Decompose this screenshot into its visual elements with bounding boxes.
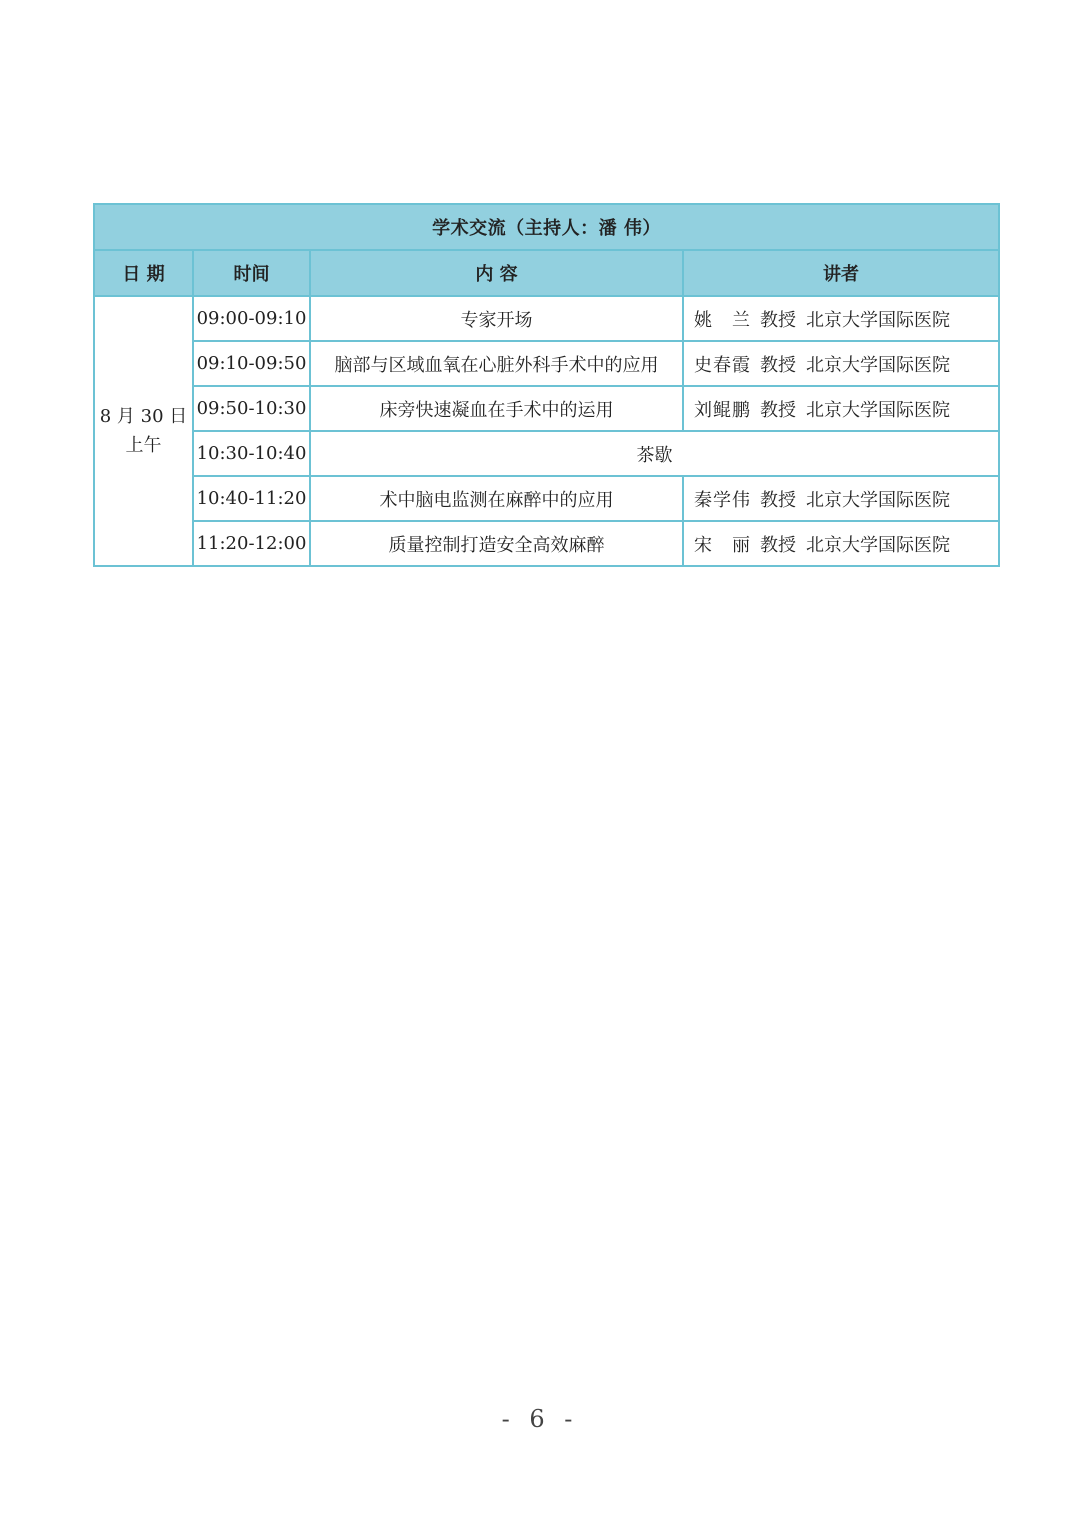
speaker-cell bbox=[683, 386, 999, 431]
table-title: 学术交流（主持人：潘 伟） bbox=[94, 204, 999, 250]
header-time: 时间 bbox=[193, 250, 310, 296]
speaker-title: 教授 bbox=[760, 399, 796, 421]
time-cell: 09:00-09:10 bbox=[193, 296, 310, 341]
speaker-cell bbox=[683, 296, 999, 341]
table-row bbox=[94, 386, 999, 431]
speaker-name: 史春霞 bbox=[694, 354, 750, 376]
date-period: 上午 bbox=[125, 435, 162, 456]
speaker-title: 教授 bbox=[760, 309, 796, 331]
speaker-hospital: 北京大学国际医院 bbox=[806, 534, 950, 556]
speaker-cell bbox=[683, 341, 999, 386]
content-cell: 术中脑电监测在麻醉中的应用 bbox=[310, 476, 683, 521]
speaker-title: 教授 bbox=[760, 354, 796, 376]
speaker-title: 教授 bbox=[760, 534, 796, 556]
content-cell: 床旁快速凝血在手术中的运用 bbox=[310, 386, 683, 431]
speaker-cell bbox=[683, 521, 999, 566]
speaker-hospital: 北京大学国际医院 bbox=[806, 399, 950, 421]
speaker-name: 姚兰 bbox=[694, 309, 750, 331]
header-content: 内 容 bbox=[310, 250, 683, 296]
table-row bbox=[94, 476, 999, 521]
time-cell: 09:10-09:50 bbox=[193, 341, 310, 386]
header-date: 日 期 bbox=[94, 250, 193, 296]
speaker-name: 宋丽 bbox=[694, 534, 750, 556]
page-number: - 6 - bbox=[501, 1405, 579, 1433]
table-header-row bbox=[94, 250, 999, 296]
time-cell: 11:20-12:00 bbox=[193, 521, 310, 566]
speaker-hospital: 北京大学国际医院 bbox=[806, 489, 950, 511]
content-cell: 脑部与区域血氧在心脏外科手术中的应用 bbox=[310, 341, 683, 386]
content-cell: 质量控制打造安全高效麻醉 bbox=[310, 521, 683, 566]
speaker-title: 教授 bbox=[760, 489, 796, 511]
speaker-name: 秦学伟 bbox=[694, 489, 750, 511]
table-row bbox=[94, 521, 999, 566]
time-cell: 10:30-10:40 bbox=[193, 431, 310, 476]
break-cell: 茶歇 bbox=[310, 431, 999, 476]
table-row bbox=[94, 296, 999, 341]
table-row bbox=[94, 431, 999, 476]
date-line: 8 月 30 日 bbox=[99, 406, 188, 427]
table-title-row bbox=[94, 204, 999, 250]
speaker-cell bbox=[683, 476, 999, 521]
schedule-table bbox=[93, 203, 1000, 567]
header-speaker: 讲者 bbox=[683, 250, 999, 296]
table-row bbox=[94, 341, 999, 386]
speaker-hospital: 北京大学国际医院 bbox=[806, 354, 950, 376]
speaker-hospital: 北京大学国际医院 bbox=[806, 309, 950, 331]
date-cell bbox=[94, 296, 193, 566]
content-cell: 专家开场 bbox=[310, 296, 683, 341]
time-cell: 09:50-10:30 bbox=[193, 386, 310, 431]
time-cell: 10:40-11:20 bbox=[193, 476, 310, 521]
speaker-name: 刘鲲鹏 bbox=[694, 399, 750, 421]
